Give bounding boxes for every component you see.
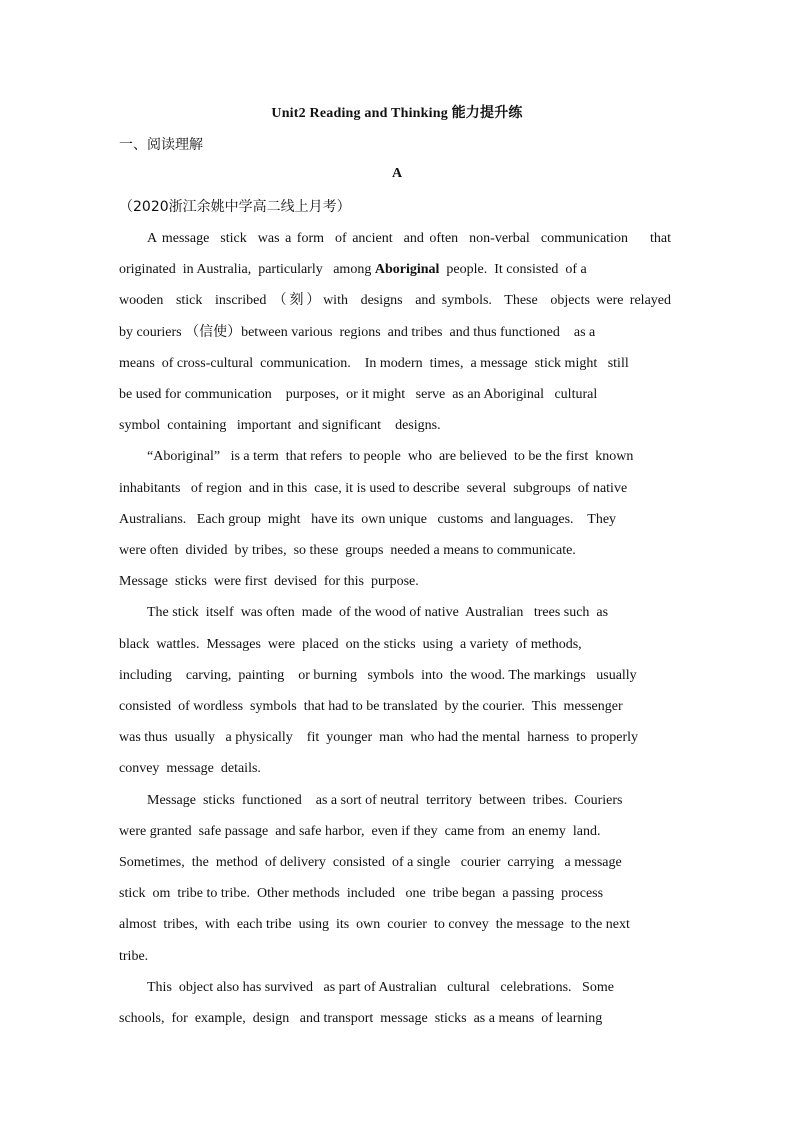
text-fragment: originated in Australia, particularly among — [119, 262, 372, 278]
text-line: including carving, painting or burning symbols into the wood. The markings usually — [119, 667, 637, 683]
text-line: Message sticks functioned as a sort of neutral territory between tribes. Couriers — [147, 792, 623, 808]
text-line: This object also has survived as part of Australian cultural celebrations. Some — [147, 979, 614, 995]
text-line: be used for communication purposes, or it might serve as an Aboriginal cultural — [119, 387, 598, 403]
paragraph-3 — [119, 597, 671, 784]
text-line: were often divided by tribes, so these groups needed a means to communicate. — [119, 543, 576, 559]
text-line: means of cross-cultural communication. In modern times, a message stick might still — [119, 355, 629, 371]
text-line — [119, 254, 671, 285]
paragraph-4 — [119, 785, 671, 972]
passage-body — [119, 223, 671, 1034]
text-line: Australians. Each group might have its own unique customs and languages. They — [119, 511, 617, 527]
text-line: A message stick was a form of ancient and often non-verbal communication that — [147, 231, 671, 246]
text-line: The stick itself was often made of the wood of native Australian trees such as — [147, 605, 609, 621]
text-line: wooden stick inscribed （刻）with designs and symbols. These objects were relayed — [119, 293, 671, 309]
paragraph-2 — [119, 441, 671, 597]
source-note: （2020浙江余姚中学高二线上月考） — [119, 199, 351, 215]
passage-letter: A — [391, 166, 403, 181]
text-line: symbol containing important and significant designs. — [119, 418, 441, 434]
text-line: “Aboriginal” is a term that refers to people who are believed to be the first known — [147, 449, 634, 465]
text-line: almost tribes, with each tribe using its own courier to convey the message to the next — [119, 917, 630, 933]
text-line: was thus usually a physically fit younger man who had the mental harness to properly — [119, 730, 639, 746]
paragraph-1 — [119, 223, 671, 441]
text-line: tribe. — [119, 948, 149, 964]
text-line: by couriers （信使）between various regions and tribes and thus functioned as a — [119, 324, 596, 340]
text-line: convey message details. — [119, 761, 261, 777]
text-fragment: people. It consisted of a — [439, 262, 587, 278]
text-line: were granted safe passage and safe harbor, even if they came from an enemy land. — [119, 823, 601, 839]
text-line: inhabitants of region and in this case, it is used to describe several subgroups of native — [119, 480, 628, 496]
bold-term: Aboriginal — [374, 262, 440, 278]
text-line: Sometimes, the method of delivery consisted of a single courier carrying a message — [119, 855, 622, 871]
page-title: Unit2 Reading and Thinking 能力提升练 — [271, 106, 523, 121]
section-heading: 一、阅读理解 — [119, 137, 203, 153]
text-line: stick om tribe to tribe. Other methods included one tribe began a passing process — [119, 886, 604, 902]
text-line: consisted of wordless symbols that had to be translated by the courier. This messenger — [119, 699, 623, 715]
text-line: Message sticks were first devised for this purpose. — [119, 574, 419, 590]
paragraph-5 — [119, 972, 671, 1034]
text-line: schools, for example, design and transport message sticks as a means of learning — [119, 1011, 603, 1027]
text-line: black wattles. Messages were placed on the sticks using a variety of methods, — [119, 636, 582, 652]
